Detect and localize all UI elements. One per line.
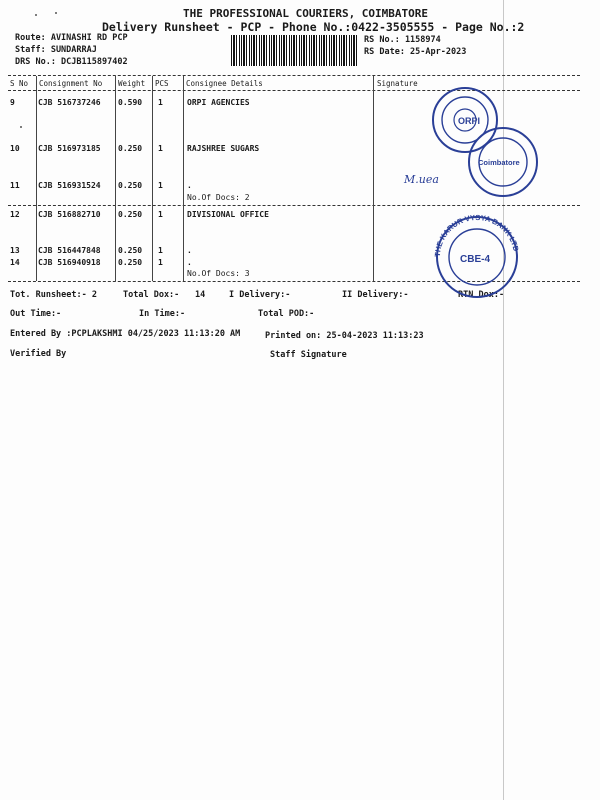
stamp-a-text: ORPI (458, 116, 481, 126)
ii-delivery: II Delivery:- (342, 290, 409, 300)
rs-number: RS No.: 1158974 (364, 35, 441, 45)
row-pcs: 1 (158, 210, 163, 219)
col-header-sno: S No (10, 79, 29, 88)
column-divider (152, 76, 153, 281)
staff-signature-label: Staff Signature (270, 350, 347, 360)
barcode (231, 35, 357, 66)
row-pcs: 1 (158, 258, 163, 267)
rtn-dox: RTN Dox:- (458, 290, 505, 300)
row-consignment: CJB 516447848 (38, 246, 101, 255)
svg-text:THE KARUR VYSYA BANK LTD (433, 213, 521, 257)
scan-speck (55, 12, 57, 14)
row-pcs: 1 (158, 144, 163, 153)
runsheet-subtitle: Delivery Runsheet - PCP - Phone No.:0422-3505555 - Page No.:2 (102, 20, 525, 34)
row-weight: 0.250 (118, 210, 143, 219)
row-weight: 0.250 (118, 144, 143, 153)
signature-scrawl: M.uea (404, 173, 439, 186)
total-runsheet: Tot. Runsheet:- 2 (10, 290, 97, 300)
entered-by: Entered By :PCPLAKSHMI 04/25/2023 11:13:20 AM (10, 329, 241, 339)
col-header-weight: Weight (118, 79, 146, 88)
row-sno: 11 (10, 181, 20, 190)
col-header-consignee: Consignee Details (186, 79, 263, 88)
row-sno: 9 (10, 98, 15, 107)
total-pod: Total POD:- (258, 309, 315, 319)
row-sno: 14 (10, 258, 20, 267)
printed-on: Printed on: 25-04-2023 11:13:23 (265, 331, 424, 341)
stamp-c-text: CBE-4 (460, 254, 491, 265)
scan-speck (20, 126, 22, 128)
route-label: Route: AVINASHI RD PCP (15, 33, 128, 43)
col-header-consignment: Consignment No (39, 79, 103, 88)
table-top-rule (8, 75, 580, 76)
rs-date: RS Date: 25-Apr-2023 (364, 47, 467, 57)
col-header-signature: Signature (377, 79, 418, 88)
row-consignee: . (187, 246, 192, 255)
drs-number: DRS No.: DCJB115897402 (15, 57, 128, 67)
col-header-pcs: PCS (155, 79, 169, 88)
row-consignment: CJB 516940918 (38, 258, 101, 267)
column-divider (183, 76, 184, 281)
column-divider (115, 76, 116, 281)
column-divider (373, 76, 374, 281)
in-time: In Time:- (139, 309, 186, 319)
staff-label: Staff: SUNDARRAJ (15, 45, 97, 55)
handwritten-signature-icon (402, 168, 462, 190)
row-consignment: CJB 516973185 (38, 144, 101, 153)
verified-by: Verified By (10, 349, 67, 359)
bank-stamp-ring: THE KARUR VYSYA BANK LTD (432, 212, 521, 258)
row-sno: 13 (10, 246, 20, 255)
row-consignee: DIVISIONAL OFFICE (187, 210, 269, 219)
row-weight: 0.250 (118, 246, 143, 255)
bank-stamp-icon (430, 212, 525, 302)
column-divider (36, 76, 37, 281)
row-sno: 12 (10, 210, 20, 219)
i-delivery: I Delivery:- (229, 290, 291, 300)
row-sno: 10 (10, 144, 20, 153)
total-dox-label: Total Dox:- (123, 290, 180, 300)
company-stamp-icon (420, 82, 550, 212)
row-pcs: 1 (158, 98, 163, 107)
row-pcs: 1 (158, 181, 163, 190)
row-consignee: RAJSHREE SUGARS (187, 144, 260, 153)
row-weight: 0.250 (118, 258, 143, 267)
company-title: THE PROFESSIONAL COURIERS, COIMBATORE (183, 7, 429, 20)
row-weight: 0.590 (118, 98, 143, 107)
row-pcs: 1 (158, 246, 163, 255)
total-dox-value: 14 (195, 290, 206, 300)
row-consignee: . (187, 181, 192, 190)
row-weight: 0.250 (118, 181, 143, 190)
scan-speck (35, 14, 37, 16)
row-consignment: CJB 516931524 (38, 181, 101, 190)
stamp-b-text: Coimbatore (478, 158, 520, 167)
row-consignee: . (187, 258, 192, 267)
row-consignment: CJB 516882710 (38, 210, 101, 219)
row-consignment: CJB 516737246 (38, 98, 101, 107)
docs-count: No.Of Docs: 2 (187, 193, 250, 202)
row-consignee: ORPI AGENCIES (187, 98, 250, 107)
docs-count: No.Of Docs: 3 (187, 269, 250, 278)
out-time: Out Time:- (10, 309, 62, 319)
